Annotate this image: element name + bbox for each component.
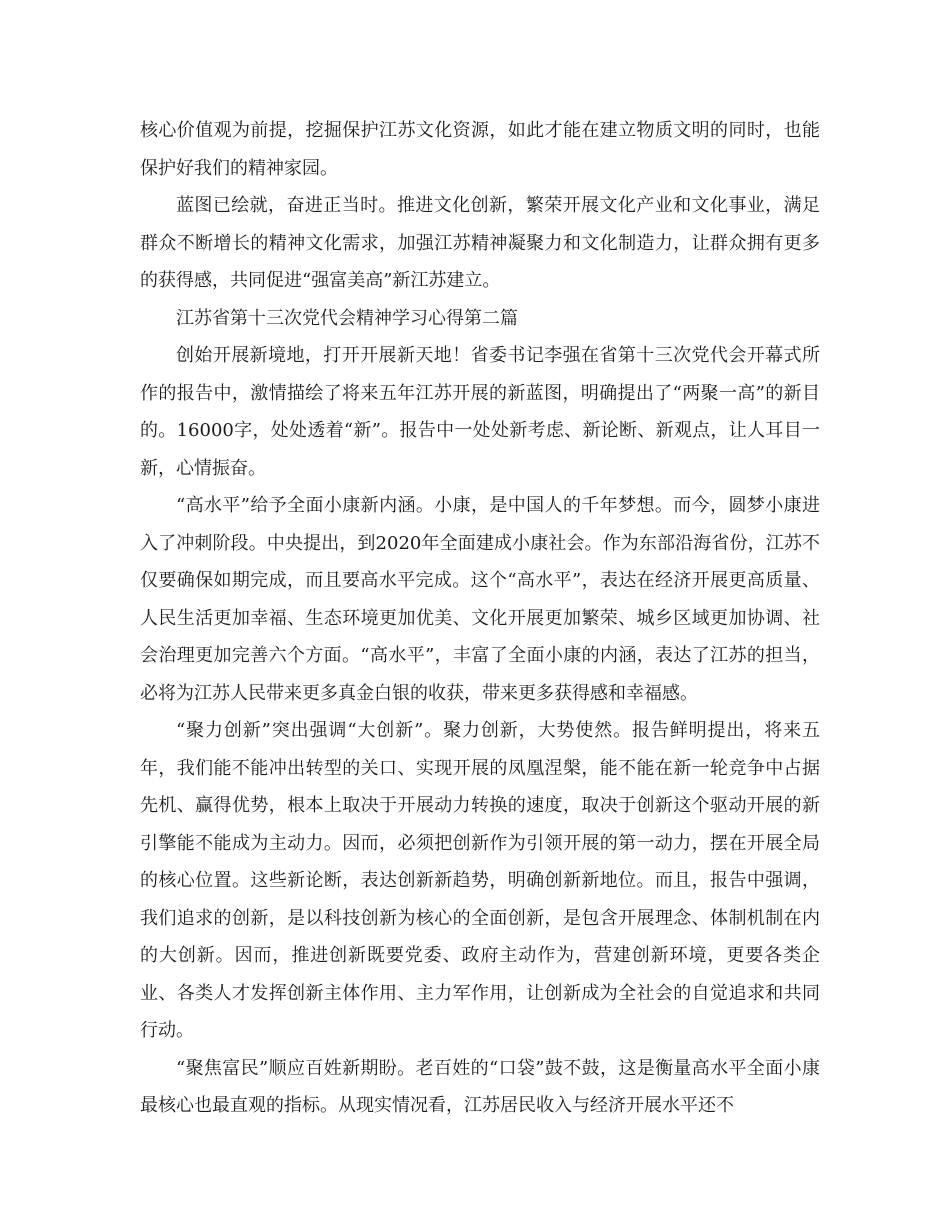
section-heading: 江苏省第十三次党代会精神学习心得第二篇 — [176, 307, 518, 329]
paragraph-3: 创始开展新境地，打开开展新天地！省委书记李强在省第十三次党代会开幕式所作的报告中，激情描绘了将来五年江苏开展的新蓝图，明确提出了“两聚一高”的新目的。16000字，处处透着“新”。报告中一处处新考虑、新论断、新观点，让人耳目一新，心情振奋。 — [140, 345, 820, 479]
paragraph-2: 蓝图已绘就，奋进正当时。推进文化创新，繁荣开展文化产业和文化事业，满足群众不断增长的精神文化需求，加强江苏精神凝聚力和文化制造力，让群众拥有更多的获得感，共同促进“强富美高”新江苏建立。 — [140, 195, 820, 291]
paragraph-5: “聚力创新”突出强调“大创新”。聚力创新，大势使然。报告鲜明提出，将来五年，我们能不能冲出转型的关口、实现开展的凤凰涅槃，能不能在新一轮竞争中占据先机、赢得优势，根本上取决于开展动力转换的速度，取决于创新这个驱动开展的新引擎能不能成为主动力。因而，必须把创新作为引领开展的第一动力，摆在开展全局的核心位置。这些新论断，表达创新新趋势，明确创新新地位。而且，报告中强调，我们追求的创新，是以科技创新为核心的全面创新，是包含开展理念、体制机制在内的大创新。因而，推进创新既要党委、政府主动作为，营建创新环境，更要各类企业、各类人才发挥创新主体作用、主力军作用，让创新成为全社会的自觉追求和共同行动。 — [140, 720, 820, 1041]
paragraph-4: “高水平”给予全面小康新内涵。小康，是中国人的千年梦想。而今，圆梦小康进入了冲刺阶段。中央提出，到2020年全面建成小康社会。作为东部沿海省份，江苏不仅要确保如期完成，而且要高水平完成。这个“高水平”，表达在经济开展更高质量、人民生活更加幸福、生态环境更加优美、文化开展更加繁荣、城乡区域更加协调、社会治理更加完善六个方面。“高水平”，丰富了全面小康的内涵，表达了江苏的担当，必将为江苏人民带来更多真金白银的收获，带来更多获得感和幸福感。 — [140, 495, 820, 704]
paragraph-6: “聚焦富民”顺应百姓新期盼。老百姓的“口袋”鼓不鼓，这是衡量高水平全面小康最核心也最直观的指标。从现实情况看，江苏居民收入与经济开展水平还不 — [140, 1057, 820, 1116]
document-body — [140, 112, 820, 1125]
paragraph-1: 核心价值观为前提，挖掘保护江苏文化资源，如此才能在建立物质文明的同时，也能保护好我们的精神家园。 — [140, 120, 820, 179]
